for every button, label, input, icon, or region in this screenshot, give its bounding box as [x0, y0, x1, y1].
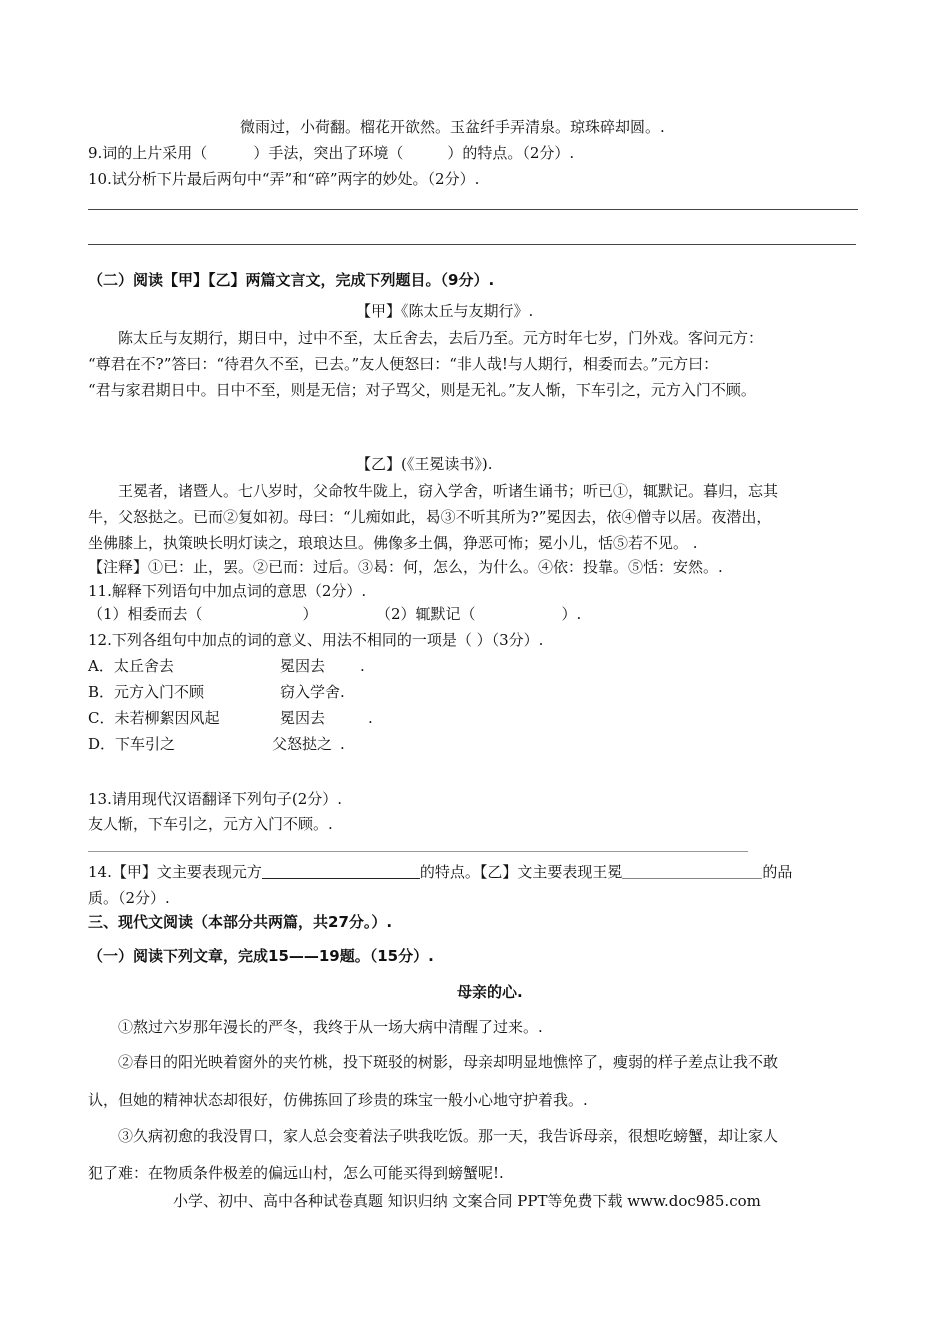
- article-title: 母亲的心.: [457, 983, 523, 1001]
- q14-line-2: 质。（2分）.: [88, 889, 170, 907]
- q11-item-1-label: （1）相委而去（: [88, 605, 203, 623]
- text-b-title: 【乙】(《王冕读书》).: [356, 455, 493, 473]
- q11-item-1-end: ）: [302, 605, 318, 623]
- q9-part-a: 9.词的上片采用（: [88, 144, 208, 162]
- q11-item-2-label: （2）辄默记（: [376, 605, 476, 623]
- answer-line-1[interactable]: [88, 209, 858, 210]
- question-10: 10.试分析下片最后两句中“弄”和“碎”两字的妙处。（2分）.: [88, 170, 480, 188]
- q12-option-c-right: 冕因去: [280, 709, 326, 727]
- page-footer: 小学、初中、高中各种试卷真题 知识归纳 文案合同 PPT等免费下载 www.doc985.com: [173, 1192, 761, 1210]
- q13-answer-line[interactable]: [88, 851, 748, 852]
- q12-option-b-right: 窃入学舍.: [280, 683, 345, 701]
- q14-part-c: 的品: [762, 863, 793, 881]
- q14-blank-1[interactable]: [262, 862, 420, 879]
- article-paragraph-3-line-1: ③久病初愈的我没胃口，家人总会变着法子哄我吃饭。那一天，我告诉母亲，很想吃螃蟹，却让家人: [118, 1127, 779, 1145]
- text-a-line-2: “尊君在不?”答曰：“待君久不至，已去。”友人便怒曰：“非人哉!与人期行，相委而去。”元方曰：: [88, 355, 719, 373]
- q12-option-c-left[interactable]: C．未若柳絮因风起: [88, 709, 220, 727]
- section-3-subtitle: （一）阅读下列文章，完成15——19题。（15分）.: [88, 947, 434, 965]
- article-paragraph-3-line-2: 犯了难：在物质条件极差的偏远山村，怎么可能买得到螃蟹呢!.: [88, 1164, 504, 1182]
- section-2-title: （二）阅读【甲】【乙】两篇文言文，完成下列题目。（9分）.: [88, 271, 495, 289]
- text-a-line-3: “君与家君期日中。日中不至，则是无信；对子骂父，则是无礼。”友人惭，下车引之，元方入门不顾。: [88, 381, 756, 399]
- q9-part-c: ）的特点。（2分）.: [447, 144, 575, 162]
- q12-option-c-tail: .: [368, 709, 373, 727]
- text-a-line-1: 陈太丘与友期行，期日中，过中不至，太丘舍去，去后乃至。元方时年七岁，门外戏。客问元方：: [118, 329, 764, 347]
- q13-sentence: 友人惭，下车引之，元方入门不顾。.: [88, 815, 333, 833]
- question-14: [88, 862, 792, 882]
- text-b-line-3: 坐佛膝上，执策映长明灯读之，琅琅达旦。佛像多土偶，狰恶可怖；冕小儿，恬⑤若不见。 .: [88, 534, 698, 552]
- article-paragraph-2-line-1: ②春日的阳光映着窗外的夹竹桃，投下斑驳的树影，母亲却明显地憔悴了，瘦弱的样子差点让我不敢: [118, 1053, 779, 1071]
- text-b-notes: 【注释】①已：止，罢。②已而：过后。③曷：何，怎么，为什么。④依：投靠。⑤恬：安然。.: [88, 558, 723, 576]
- q12-option-a-tail: .: [360, 657, 365, 675]
- question-9: [88, 143, 574, 163]
- article-paragraph-1: ①熬过六岁那年漫长的严冬，我终于从一场大病中清醒了过来。.: [118, 1018, 543, 1036]
- q14-part-b: 的特点。【乙】文主要表现王冕: [419, 863, 623, 881]
- q12-option-d-right: 父怒挞之: [272, 735, 333, 753]
- poem-line: 微雨过，小荷翻。榴花开欲然。玉盆纤手弄清泉。琼珠碎却圆。.: [240, 118, 665, 136]
- answer-line-2[interactable]: [88, 244, 856, 245]
- section-3-title: 三、现代文阅读（本部分共两篇，共27分。）.: [88, 913, 393, 931]
- question-11: 11.解释下列语句中加点词的意思（2分）.: [88, 582, 367, 600]
- q12-option-b-left[interactable]: B．元方入门不顾: [88, 683, 205, 701]
- article-paragraph-2-line-2: 认，但她的精神状态却很好，仿佛拣回了珍贵的珠宝一般小心地守护着我。.: [88, 1091, 588, 1109]
- text-b-line-2: 牛，父怒挞之。已而②复如初。母曰：“儿痴如此，曷③不听其所为?”冕因去，依④僧寺以居。夜潜出，: [88, 508, 772, 526]
- q12-option-d-tail: .: [340, 735, 345, 753]
- text-a-title: 【甲】《陈太丘与友期行》.: [356, 302, 534, 320]
- q9-part-b: ）手法，突出了环境（: [253, 144, 404, 162]
- question-12: 12.下列各组句中加点的词的意义、用法不相同的一项是（ ）（3分）.: [88, 631, 544, 649]
- q14-part-a: 14.【甲】文主要表现元方: [88, 863, 262, 881]
- q12-option-a-left[interactable]: A．太丘舍去: [88, 657, 174, 675]
- text-b-line-1: 王冕者，诸暨人。七八岁时，父命牧牛陇上，窃入学舍，听诸生诵书；听已①，辄默记。暮归，忘其: [118, 482, 779, 500]
- q11-item-2-end: ）.: [561, 605, 582, 623]
- q14-blank-2[interactable]: [622, 862, 762, 879]
- question-13: 13.请用现代汉语翻译下列句子(2分）.: [88, 790, 343, 808]
- q12-option-d-left[interactable]: D．下车引之: [88, 735, 176, 753]
- q12-option-a-right: 冕因去: [280, 657, 326, 675]
- q11-item-1: [88, 604, 318, 624]
- q11-item-2: [376, 604, 581, 624]
